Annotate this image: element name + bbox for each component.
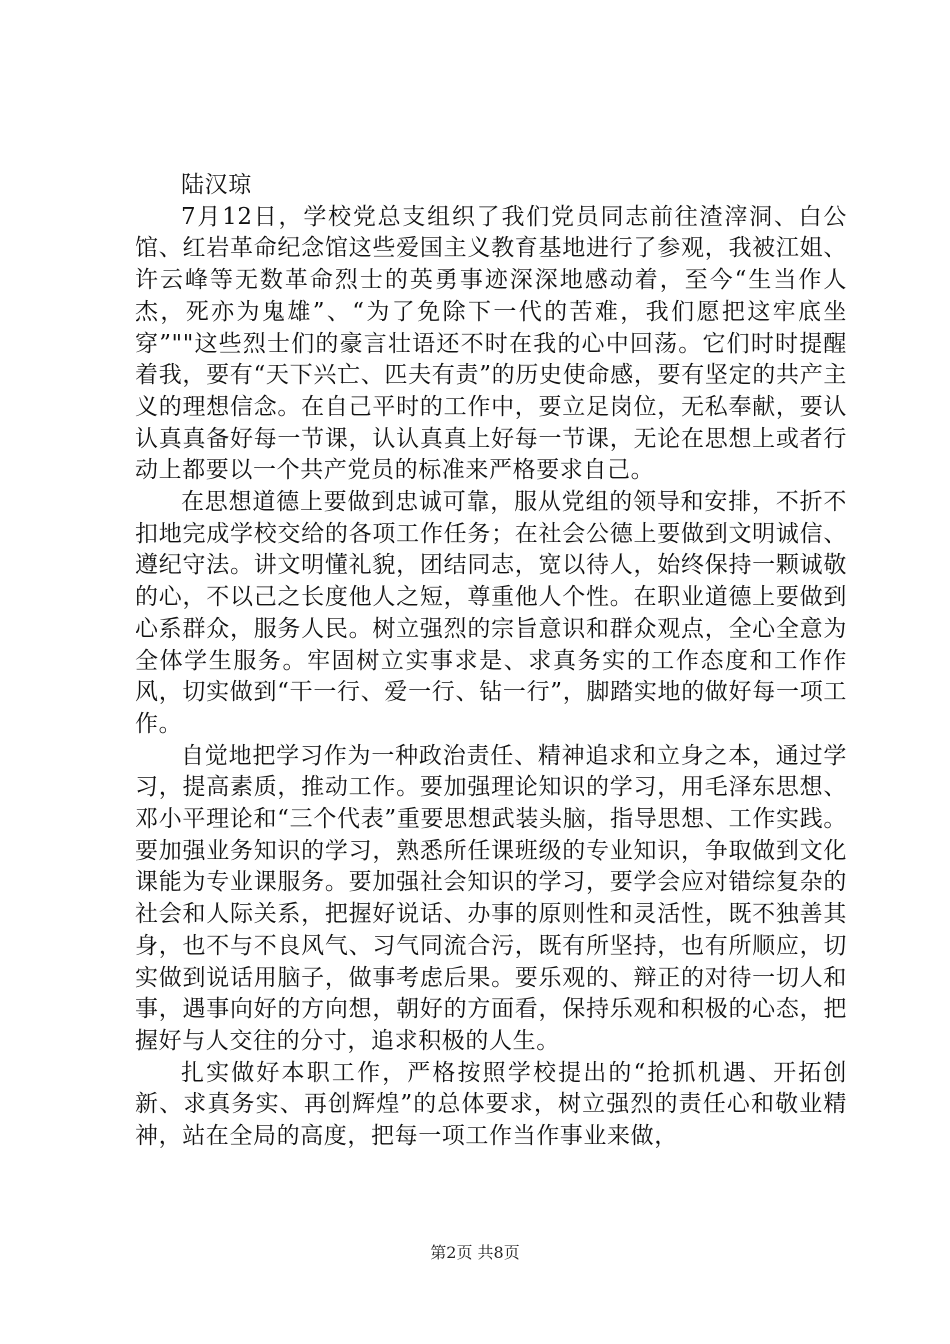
page-number-footer: 第2页 共8页 [430,1243,520,1262]
document-body [135,170,847,1153]
author-name: 陆汉琼 [181,172,252,198]
paragraph-1: 7月12日，学校党总支组织了我们党员同志前往渣滓洞、白公馆、红岩革命纪念馆这些爱国主义教育基地进行了参观，我被江姐、许云峰等无数革命烈士的英勇事迹深深地感动着，至今“生当作人杰，死亦为鬼雄”、“为了免除下一代的苦难，我们愿把这牢底坐穿”""这些烈士们的豪言壮语还不时在我的心中回荡。它们时时提醒着我，要有“天下兴亡、匹夫有责”的历史使命感，要有坚定的共产主义的理想信念。在自己平时的工作中，要立足岗位，无私奉献，要认认真真备好每一节课，认认真真上好每一节课，无论在思想上或者行动上都要以一个共产党员的标准来严格要求自己。 [135,203,847,484]
paragraph-3: 自觉地把学习作为一种政治责任、精神追求和立身之本，通过学习，提高素质，推动工作。要加强理论知识的学习，用毛泽东思想、邓小平理论和“三个代表”重要思想武装头脑，指导思想、工作实践。要加强业务知识的学习，熟悉所任课班级的专业知识，争取做到文化课能为专业课服务。要加强社会知识的学习，要学会应对错综复杂的社会和人际关系，把握好说话、办事的原则性和灵活性，既不独善其身，也不与不良风气、习气同流合污，既有所坚持，也有所顺应，切实做到说话用脑子，做事考虑后果。要乐观的、辩正的对待一切人和事，遇事向好的方向想，朝好的方面看，保持乐观和积极的心态，把握好与人交往的分寸，追求积极的人生。 [135,742,847,1054]
paragraph-2: 在思想道德上要做到忠诚可靠，服从党组的领导和安排，不折不扣地完成学校交给的各项工作任务；在社会公德上要做到文明诚信、遵纪守法。讲文明懂礼貌，团结同志，宽以待人，始终保持一颗诚敬的心，不以己之长度他人之短，尊重他人个性。在职业道德上要做到心系群众，服务人民。树立强烈的宗旨意识和群众观点，全心全意为全体学生服务。牢固树立实事求是、求真务实的工作态度和工作作风，切实做到“干一行、爱一行、钻一行”，脚踏实地的做好每一项工作。 [135,489,847,737]
paragraph-4: 扎实做好本职工作，严格按照学校提出的“抢抓机遇、开拓创新、求真务实、再创辉煌”的总体要求，树立强烈的责任心和敬业精神，站在全局的高度，把每一项工作当作事业来做， [135,1059,847,1150]
